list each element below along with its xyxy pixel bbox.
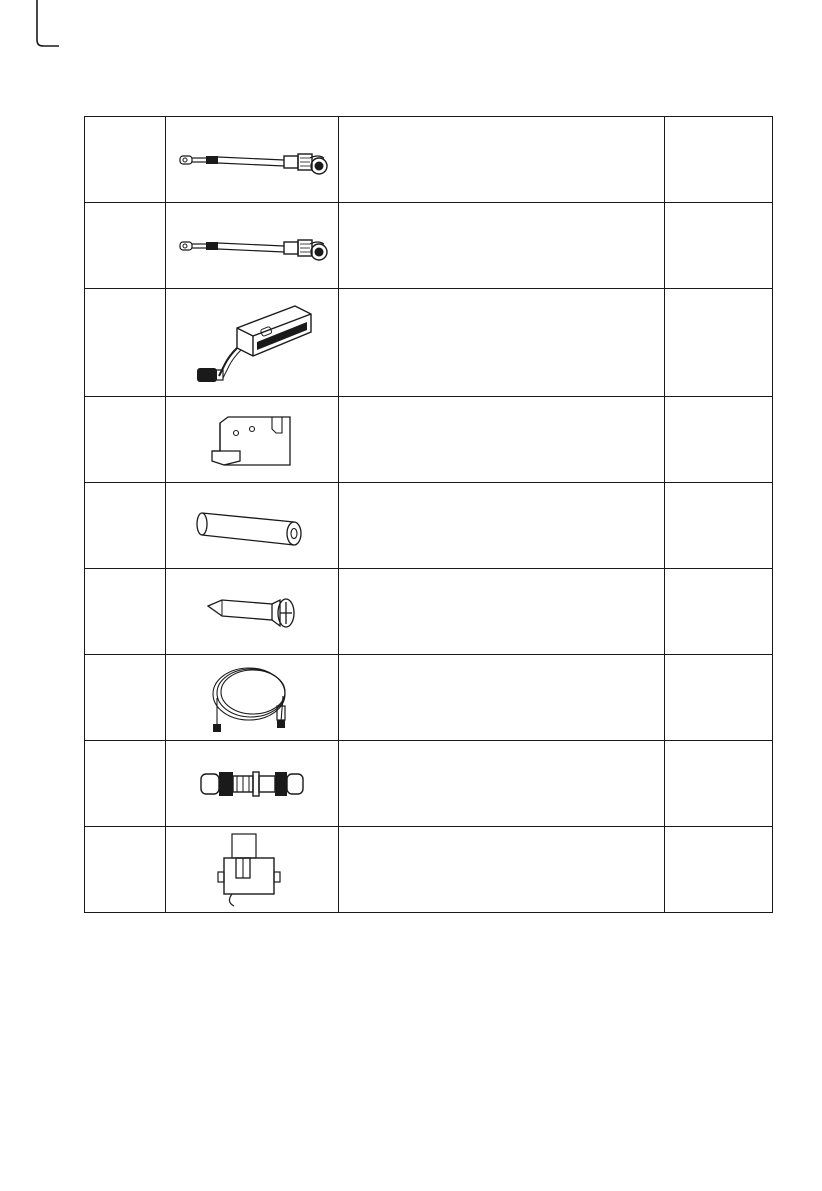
- screw-icon: [202, 590, 302, 634]
- item-quantity-cell: [665, 117, 773, 203]
- table-row: [85, 483, 773, 569]
- item-image-cell: [166, 569, 339, 655]
- item-description-cell: [339, 827, 665, 913]
- item-quantity-cell: [665, 655, 773, 741]
- item-image-cell: [166, 117, 339, 203]
- item-image-cell: [166, 741, 339, 827]
- parts-table: [84, 116, 773, 913]
- item-description-cell: [339, 203, 665, 289]
- item-quantity-cell: [665, 483, 773, 569]
- current-transformer-icon: [212, 830, 292, 910]
- item-number-cell: [85, 203, 166, 289]
- item-quantity-cell: [665, 397, 773, 483]
- item-description-cell: [339, 117, 665, 203]
- table-row: [85, 289, 773, 397]
- wall-mount-bracket-icon: [202, 409, 302, 471]
- expansion-tube-icon: [192, 501, 312, 551]
- communication-cable-icon: [207, 660, 297, 736]
- table-row: [85, 117, 773, 203]
- item-number-cell: [85, 117, 166, 203]
- item-description-cell: [339, 397, 665, 483]
- item-number-cell: [85, 569, 166, 655]
- battery-power-cable-positive-icon: [172, 226, 332, 266]
- item-number-cell: [85, 483, 166, 569]
- item-number-cell: [85, 741, 166, 827]
- item-number-cell: [85, 655, 166, 741]
- item-image-cell: [166, 203, 339, 289]
- item-quantity-cell: [665, 741, 773, 827]
- table-row: [85, 827, 773, 913]
- bookmark-corner-icon: [35, 0, 59, 48]
- item-description-cell: [339, 741, 665, 827]
- item-number-cell: [85, 827, 166, 913]
- item-description-cell: [339, 569, 665, 655]
- item-image-cell: [166, 483, 339, 569]
- item-number-cell: [85, 397, 166, 483]
- cable-connector-icon: [197, 764, 307, 804]
- item-quantity-cell: [665, 569, 773, 655]
- table-row: [85, 203, 773, 289]
- item-image-cell: [166, 397, 339, 483]
- table-row: [85, 741, 773, 827]
- battery-power-cable-negative-icon: [172, 140, 332, 180]
- item-description-cell: [339, 483, 665, 569]
- item-description-cell: [339, 655, 665, 741]
- item-image-cell: [166, 655, 339, 741]
- item-quantity-cell: [665, 203, 773, 289]
- item-quantity-cell: [665, 289, 773, 397]
- item-image-cell: [166, 289, 339, 397]
- table-row: [85, 569, 773, 655]
- item-description-cell: [339, 289, 665, 397]
- item-quantity-cell: [665, 827, 773, 913]
- table-row: [85, 397, 773, 483]
- item-number-cell: [85, 289, 166, 397]
- item-image-cell: [166, 827, 339, 913]
- communication-module-icon: [177, 298, 327, 388]
- table-row: [85, 655, 773, 741]
